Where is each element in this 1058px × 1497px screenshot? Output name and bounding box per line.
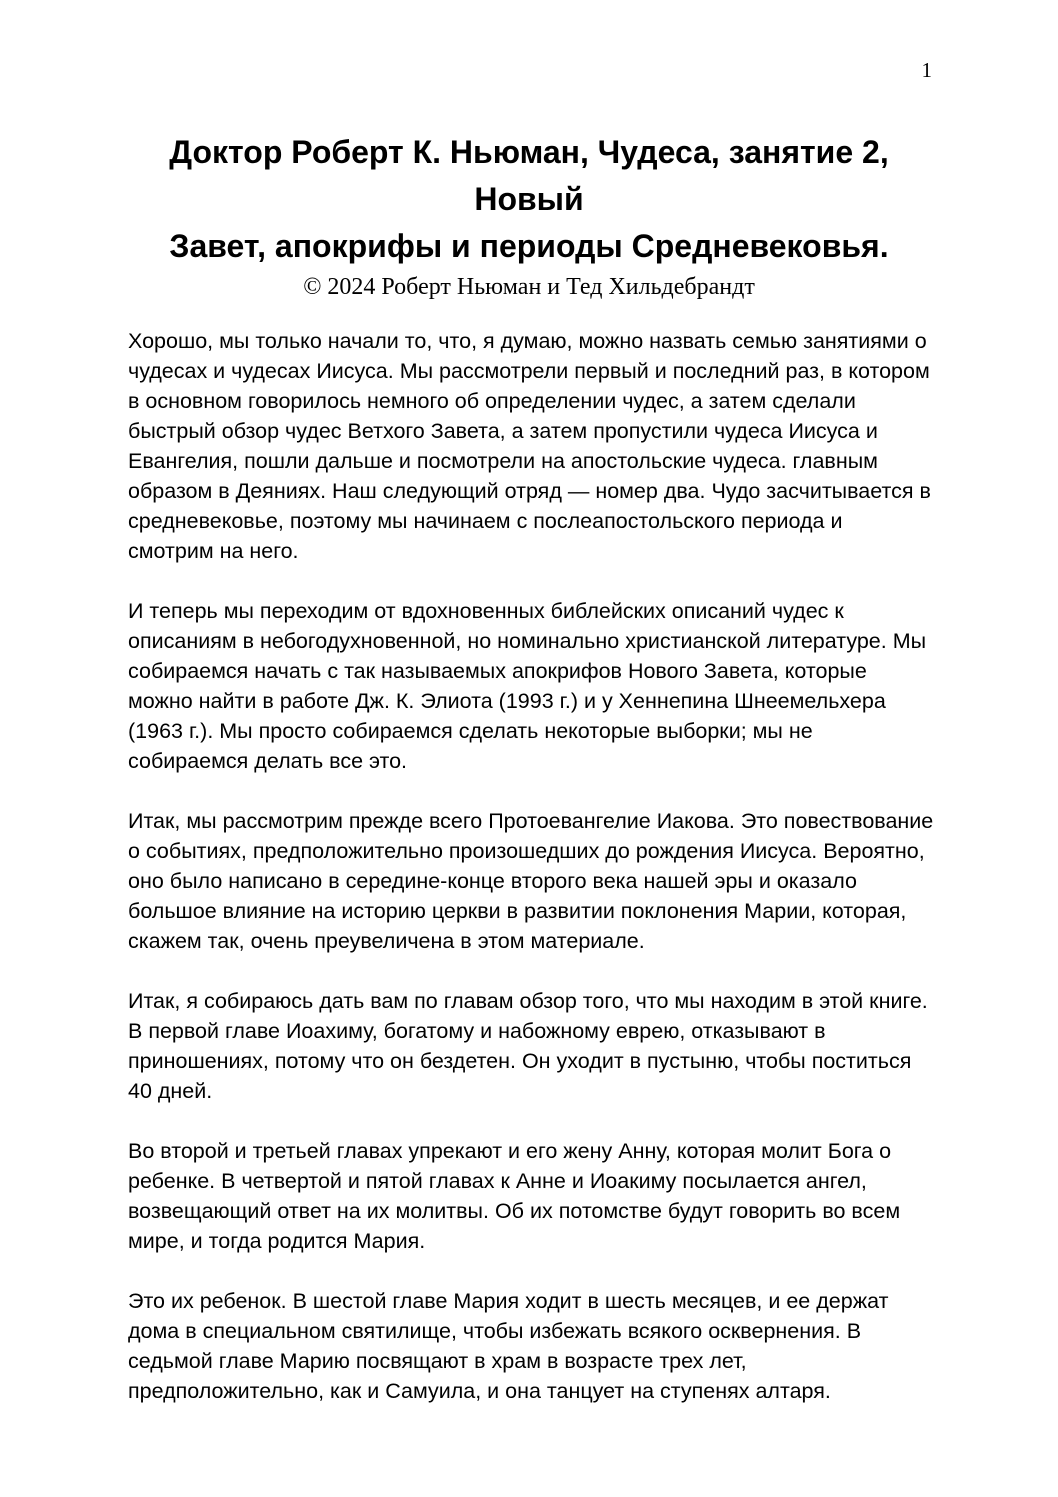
document-title <box>0 0 1058 270</box>
title-line-3: Завет, апокрифы и периоды Средневековья. <box>169 228 889 264</box>
page-number: 1 <box>921 58 932 82</box>
paragraph-1: Хорошо, мы только начали то, что, я думаю, можно назвать семью занятиями о чудесах и чудесах Иисуса. Мы рассмотрели первый и последний раз, в котором в основном говорилось немного об определении чудес, а затем сделали быстрый обзор чудес Ветхого Завета, а затем пропустили чудеса Иисуса и Евангелия, пошли дальше и посмотрели на апостольские чудеса. главным образом в Деяниях. Наш следующий отряд — номер два. Чудо засчитывается в средневековье, поэтому мы начинаем с послеапостольского периода и смотрим на него. <box>128 329 931 563</box>
document-body <box>128 326 934 1406</box>
paragraph-3: Итак, мы рассмотрим прежде всего Протоевангелие Иакова. Это повествование о событиях, предположительно произошедших до рождения Иисуса. Вероятно, оно было написано в середине-конце второго века нашей эры и оказало большое влияние на историю церкви в развитии поклонения Марии, которая, скажем так, очень преувеличена в этом материале. <box>128 809 934 953</box>
paragraph-6: Это их ребенок. В шестой главе Мария ходит в шесть месяцев, и ее держат дома в специальном святилище, чтобы избежать всякого осквернения. В седьмой главе Марию посвящают в храм в возрасте трех лет, предположительно, как и Самуила, и она танцует на ступенях алтаря. <box>128 1289 889 1403</box>
paragraph-4: Итак, я собираюсь дать вам по главам обзор того, что мы находим в этой книге. В первой главе Иоахиму, богатому и набожному еврею, отказывают в приношениях, потому что он бездетен. Он уходит в пустыню, чтобы поститься 40 дней. <box>128 989 928 1103</box>
title-line-2: Новый <box>474 181 584 217</box>
paragraph-2: И теперь мы переходим от вдохновенных библейских описаний чудес к описаниям в небогодухновенной, но номинально христианской литературе. Мы собираемся начать с так называемых апокрифов Нового Завета, которые можно найти в работе Дж. К. Элиота (1993 г.) и у Хеннепина Шнеемельхера (1963 г.). Мы просто собираемся сделать некоторые выборки; мы не собираемся делать все это. <box>128 599 927 773</box>
paragraph-5: Во второй и третьей главах упрекают и его жену Анну, которая молит Бога о ребенке. В четвертой и пятой главах к Анне и Иоакиму посылается ангел, возвещающий ответ на их молитвы. Об их потомстве будут говорить во всем мире, и тогда родится Мария. <box>128 1139 901 1253</box>
copyright-line: © 2024 Роберт Ньюман и Тед Хильдебрандт <box>303 274 755 300</box>
title-line-1: Доктор Роберт К. Ньюман, Чудеса, занятие 2, <box>169 134 889 170</box>
